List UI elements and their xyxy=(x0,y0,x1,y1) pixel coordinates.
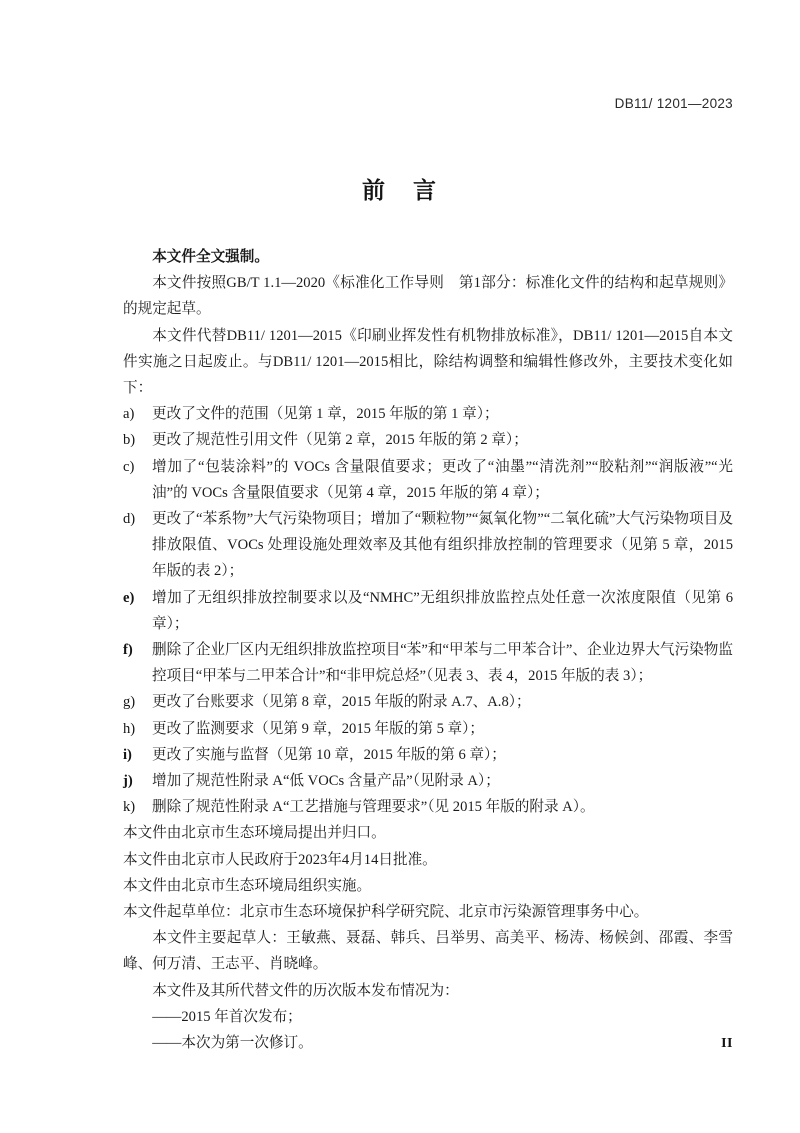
technical-change-item xyxy=(123,585,733,637)
page-title-char-right: 言 xyxy=(413,178,438,204)
technical-change-item xyxy=(123,427,733,453)
implementation-paragraph: 本文件由北京市生态环境局组织实施。 xyxy=(123,877,372,894)
list-marker: d) xyxy=(123,511,136,528)
technical-changes-list xyxy=(123,401,733,820)
mandatory-note: 本文件全文强制。 xyxy=(152,249,269,265)
foreword-content xyxy=(123,244,733,1056)
technical-change-item xyxy=(123,768,733,794)
technical-change-item xyxy=(123,637,733,689)
list-marker: g) xyxy=(123,694,136,711)
drafters-paragraph: 本文件主要起草人：王敏燕、聂磊、韩兵、吕举男、高美平、杨涛、杨候剑、邵霞、李雪峰、何万清、王志平、肖晓峰。 xyxy=(123,930,733,973)
proposer-paragraph: 本文件由北京市生态环境局提出并归口。 xyxy=(123,825,386,842)
replacement-note-paragraph: 本文件代替DB11/ 1201—2015《印刷业挥发性有机物排放标准》，DB11/ 1201—2015自本文件实施之日起废止。与DB11/ 1201—2015相比，除结构调整和编辑性修改外，主要技术变化如下： xyxy=(123,327,733,397)
page-number: II xyxy=(721,1036,733,1051)
page-title-char-left: 前 xyxy=(362,178,387,204)
technical-change-item xyxy=(123,716,733,742)
technical-change-item xyxy=(123,401,733,427)
version-history-item: ——2015 年首次发布； xyxy=(152,1008,302,1025)
version-history-intro: 本文件及其所代替文件的历次版本发布情况为： xyxy=(152,982,459,999)
list-item-text: 更改了台账要求（见第 8 章，2015 年版的附录 A.7、A.8）； xyxy=(152,694,531,711)
list-marker: e) xyxy=(123,589,135,606)
drafting-rule-paragraph: 本文件按照GB/T 1.1—2020《标准化工作导则 第1部分：标准化文件的结构和起草规则》的规定起草。 xyxy=(123,275,733,318)
list-item-text: 更改了文件的范围（见第 1 章，2015 年版的第 1 章）； xyxy=(152,406,499,423)
list-marker: j) xyxy=(123,773,133,790)
technical-change-item xyxy=(123,506,733,585)
list-marker: k) xyxy=(123,799,136,816)
technical-change-item xyxy=(123,689,733,715)
list-marker: f) xyxy=(123,642,133,659)
running-header-standard-code: DB11/ 1201—2023 xyxy=(614,96,733,111)
list-marker: a) xyxy=(123,406,135,423)
drafting-units-paragraph: 本文件起草单位：北京市生态环境保护科学研究院、北京市污染源管理事务中心。 xyxy=(123,904,649,921)
approval-paragraph: 本文件由北京市人民政府于2023年4月14日批准。 xyxy=(123,851,437,868)
list-marker: b) xyxy=(123,432,136,449)
list-item-text: 更改了实施与监督（见第 10 章，2015 年版的第 6 章）； xyxy=(152,746,506,763)
list-marker: c) xyxy=(123,458,135,475)
list-marker: i) xyxy=(123,746,132,763)
version-history-item: ——本次为第一次修订。 xyxy=(152,1035,313,1052)
list-item-text: 更改了监测要求（见第 9 章，2015 年版的第 5 章）； xyxy=(152,720,485,737)
list-item-text: 更改了规范性引用文件（见第 2 章，2015 年版的第 2 章）； xyxy=(152,432,528,449)
technical-change-item xyxy=(123,454,733,506)
list-item-text: 更改了“苯系物”大气污染物项目；增加了“颗粒物”“氮氧化物”“二氧化硫”大气污染物项目及排放限值、VOCs 处理设施处理效率及其他有组织排放控制的管理要求（见第 5 章，2015 年版的表 2）； xyxy=(152,511,733,580)
list-item-text: 增加了“包装涂料”的 VOCs 含量限值要求；更改了“油墨”“清洗剂”“胶粘剂”“润版液”“光油”的 VOCs 含量限值要求（见第 4 章，2015 年版的第 4 章）； xyxy=(152,458,733,501)
list-item-text: 删除了企业厂区内无组织排放监控项目“苯”和“甲苯与二甲苯合计”、企业边界大气污染物监控项目“甲苯与二甲苯合计”和“非甲烷总烃”（见表 3、表 4，2015 年版的表 3）； xyxy=(152,642,733,685)
list-marker: h) xyxy=(123,720,136,737)
list-item-text: 增加了规范性附录 A“低 VOCs 含量产品”（见附录 A）； xyxy=(152,773,500,790)
list-item-text: 增加了无组织排放控制要求以及“NMHC”无组织排放监控点处任意一次浓度限值（见第 6 章）； xyxy=(152,589,733,632)
list-item-text: 删除了规范性附录 A“工艺措施与管理要求”（见 2015 年版的附录 A）。 xyxy=(152,799,595,816)
page-title xyxy=(0,172,800,205)
technical-change-item xyxy=(123,794,733,820)
technical-change-item xyxy=(123,742,733,768)
